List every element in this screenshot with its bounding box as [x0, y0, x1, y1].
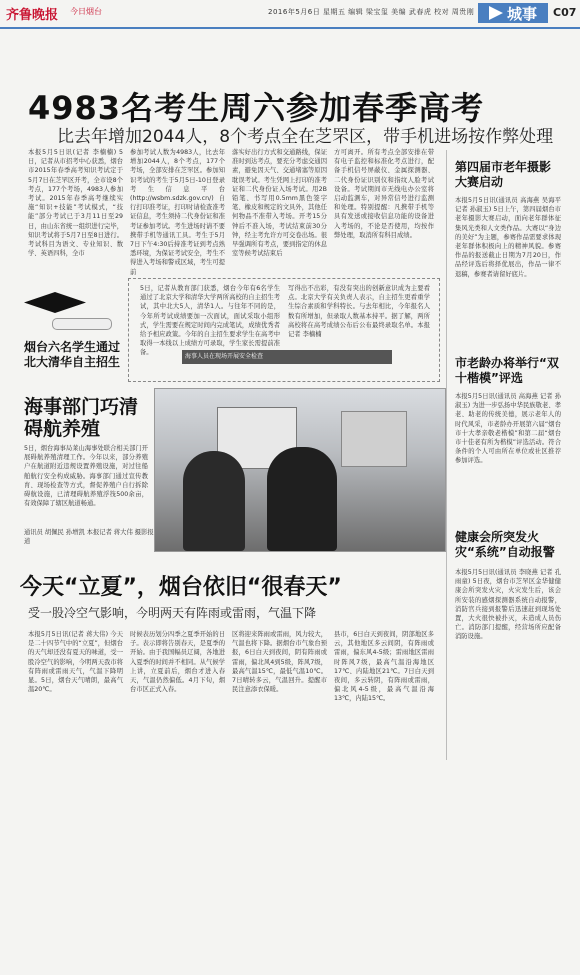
weather-col-1: 本报5月5日讯(记者 蒋大伟) 今天是二十四节气中的“立夏”，但烟台的天气却还没有夏天的味道，受一股冷空气的影响，今明两天我市将有阵雨或雷雨天气，气温下降明显。5日，烟台天气晴朗，最高气温20℃。 [28, 631, 123, 694]
fire-alarm-title: 健康会所突发火灾“系统”自动报警 [455, 530, 555, 559]
photo-person-right [267, 447, 337, 551]
weather-col-4: 县市，6日白天到夜间，阴部地区多云，其他地区多云间阴，有阵雨或雷雨，偏东风4-5级；雷雨地区雷雨时阵风7级，最高气温沿海地区17℃、内陆地区21℃。7日白天到夜间，多云转阴，有阵雨或雷雨，偏北风4-5级，最高气温沿海13℃，内陆15℃。 [334, 631, 434, 703]
photo-contest-body: 本报5月5日讯(通讯员 高海燕 吴海平 记者 孙淑玉) 5日上午，第四届烟台市老年摄影大赛启动，面向老年群体征集风光类和人文类作品。大赛以“身边的美好”为主题，参赛作品需要求体现老年群体积极向上的精神风貌。参赛作品的报送截止日期为7月20日，作品经评选后将择优展出，作品一律不退稿，参赛者请留好底片。 [455, 197, 561, 278]
sea-story-credit: 通讯员 胡佩民 孙增凯 本报记者 蒋大伟 摄影报道 [24, 529, 154, 545]
masthead-meta: 2016年5月6日 星期五 编辑 梁宝玺 美编 武春虎 校对 周贵刚 [268, 8, 475, 16]
lead-col-3: 落实好出行方式和交通路线，保证准时到达考点，要充分考虑交通因素，避免因天气、交通堵塞等原因耽误考试。考生凭网上打印的准考证和二代身份证入场考试。用2B铅笔、书写用0.5mm黑色签字笔、橡皮和规定的文具外，其他任何物品不准带入考场。开考15分钟后不准入场，考试结束前30分钟，经主考允许方可交卷出场。很早强调所有考点，要到指定的休息室等候考试结束后 [232, 149, 327, 258]
weather-subhead: 受一股冷空气影响，今明两天有阵雨或雷雨，气温下降 [28, 606, 317, 620]
sea-story-title: 海事部门巧清碍航养殖 [24, 396, 139, 440]
masthead-logo: 齐鲁晚报 [6, 8, 59, 23]
photo-building [341, 411, 407, 467]
fire-alarm-body: 本报5月5日讯(通讯员 李晓燕 记者 孔雨童) 5日夜，烟台市芝罘区金华健健康会所突发火灾，火灾发生后，该会所安装的感烟探测器系统自动报警，消防官兵接到报警后迅速赶到现场处置，大火很快被扑灭，未造成人员伤亡。消防部门提醒，经营场所应配备消防设施。 [455, 569, 561, 641]
elderly-award-title: 市老龄办将举行“双十楷模”评选 [455, 356, 559, 385]
brief-col-1: 5日，记者从教育部门获悉，烟台今年有6名学生通过了北京大学和清华大学两所高校的自主招生考试，其中北大5人，清华1人。与往年不同的是，今年所考试成绩要加一次面试，面试采取小组形式，学生需要在规定时间内完成笔试，成绩优秀者给予相应政策。今年的自主招生要求学生在高考中取得一本线以上成绩方可录取，学生家长需提前准备。 [140, 285, 280, 357]
weather-headline: 今天“立夏”，烟台依旧“很春天” [20, 575, 342, 600]
masthead-section-sub: 今日烟台 [70, 7, 102, 16]
sea-story-body: 5日，烟台海事局莱山海事处联合相关部门开展碍航养殖清理工作。今年以来，部分养殖户在航道附近违规设置养殖设施，对过往船舶航行安全构成威胁。海事部门通过宣传教育、现场检查等方式，督促养殖户自行拆除碍航设施，已清理碍航养殖浮筏500余亩，有效保障了辖区航道畅通。 [24, 445, 148, 508]
arrow-icon [489, 6, 503, 20]
masthead-rule [0, 27, 580, 29]
photo-contest-title: 第四届市老年摄影大赛启动 [455, 160, 552, 189]
photo-caption: 海事人员在现场开展安全检查 [182, 350, 392, 364]
brief-title: 烟台六名学生通过北大清华自主招生 [24, 340, 121, 369]
page-number: C07 [553, 6, 577, 19]
lead-col-2: 参加考试人数为4983人，比去年增加2044人，8个考点，177个考场，全部安排在芝罘区。参加知识考试的考生于5月5日-10日登录考生信息平台(http://wsbm.sdzk.gov.cn/)自行打印准考证，打印时请检查准考证信息，考生须持二代身份证和准考证参加考试。考生进场时请不要携带手机等通讯工具。考生于5月7日下午4:30后持准考证到考点熟悉环境，为保证考试安全，考生不得进入考场和警戒区域，考生可提前 [130, 149, 225, 275]
diploma-icon [52, 318, 112, 330]
lead-headline: 4983名考生周六参加春季高考 [28, 89, 485, 127]
weather-col-3: 区将迎来阵雨或雷雨，风力较大，气温也将下降。据烟台市气象台预报，6日白天到夜间，阴有阵雨或雷雨，偏北风4到5级，阵风7级，最高气温15℃，最低气温10℃。7日晴转多云，气温回升。提醒市民注意添衣保暖。 [232, 631, 327, 694]
elderly-award-body: 本报5月5日讯(通讯员 高海燕 记者 孙淑玉) 为进一步弘扬中华民族敬老、孝老、助老的传统美德，展示老年人的时代风采，市老龄办开展第六届“烟台市十大孝亲敬老楷模”和第二届“烟台市十佳老有所为楷模”评选活动。符合条件的个人可由所在单位或社区推荐参加评选。 [455, 393, 561, 465]
brief-col-2: 写得出不出彩，有没有突出的创新意识成为主要看点。北京大学有关负责人表示，自主招生更看重学生综合素质和学科特长。与去年相比，今年报名人数有所增加，但录取人数基本持平。据了解，两所高校将在高考成绩公布后公布最终录取名单。本报记者 李楠楠 [288, 285, 430, 339]
lead-col-1: 本报5月5日讯(记者 李楠楠) 5日，记者从市招考中心获悉，烟台市2015年春季高考知识考试定于5月7日在芝罘区开考，全市设8个考点，177个考场，4983人参加考试。2015年春季高考继续实施“知识+技能”考试模式，“技能”部分考试已于3月11日至29日，由山东省统一组织进行完毕，知识考试将于5月7日至8日进行。考试科目为语文、专业知识、数学、英语四科，全市 [28, 149, 123, 258]
lead-col-4: 方可离开。所有考点全部安排在带有电子监控和标准化考点进行，配备手机信号屏蔽仪、金属探测器、二代身份证识别仪和指纹人脸考试设备。考试期间市无线电办公室将启动监测车，对异常信号进行监测和处理。特别提醒：凡携带手机等具有发送或接收信息功能的设备进入考场的，不论是否使用，均按作弊处理，取消所有科目成绩。 [334, 149, 434, 239]
section-label-text: 城事 [506, 4, 537, 23]
lead-subhead: 比去年增加2044人，8个考点全在芝罘区，带手机进场按作弊处理 [57, 127, 554, 147]
photo-person-left [183, 451, 245, 551]
right-column-divider [446, 150, 447, 760]
section-label [478, 3, 548, 23]
weather-col-2: 时候表历划分四季之夏季开始的日子。表示即将告别春天，是夏季的开始。由于我国幅员辽阔，各地进入夏季的时间并不相同。从气候学上讲，立夏前后，烟台才进入春天，气温仍然偏低。4月下旬，烟台市区正式入春。 [130, 631, 225, 694]
sea-story-photo [154, 388, 446, 552]
